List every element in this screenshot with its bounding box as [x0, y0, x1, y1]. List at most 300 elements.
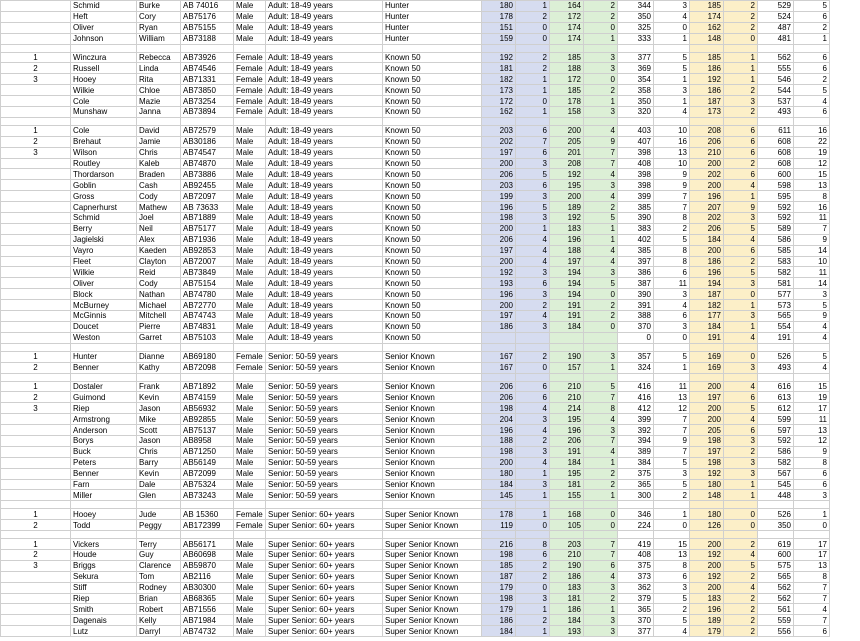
empty-cell[interactable] — [794, 531, 830, 539]
score-3-cell[interactable]: 187 — [690, 96, 724, 107]
score-3-cell[interactable]: 200 — [690, 403, 724, 414]
x-3-cell[interactable]: 5 — [724, 267, 758, 278]
member-id-cell[interactable]: AB72770 — [181, 300, 234, 311]
score-2-cell[interactable]: 184 — [550, 457, 584, 468]
x-2-cell[interactable]: 2 — [584, 202, 618, 213]
x-subtotal-cell[interactable]: 4 — [654, 11, 690, 22]
x-1-cell[interactable]: 4 — [516, 457, 550, 468]
x-subtotal-cell[interactable]: 7 — [654, 414, 690, 425]
total-cell[interactable]: 567 — [758, 468, 794, 479]
empty-cell[interactable] — [724, 501, 758, 509]
member-id-cell[interactable]: AB72097 — [181, 191, 234, 202]
empty-cell[interactable] — [794, 343, 830, 351]
member-id-cell[interactable]: AB75137 — [181, 425, 234, 436]
x-total-cell[interactable]: 9 — [794, 446, 830, 457]
age-class-cell[interactable]: Adult: 18-49 years — [266, 311, 383, 322]
rank-cell[interactable] — [1, 223, 71, 234]
score-1-cell[interactable]: 185 — [482, 560, 516, 571]
last-name-cell[interactable]: Hunter — [71, 351, 137, 362]
x-2-cell[interactable]: 2 — [584, 1, 618, 12]
score-2-cell[interactable]: 191 — [550, 300, 584, 311]
x-subtotal-cell[interactable]: 3 — [654, 321, 690, 332]
last-name-cell[interactable]: Block — [71, 289, 137, 300]
total-cell[interactable]: 565 — [758, 311, 794, 322]
x-2-cell[interactable]: 1 — [584, 223, 618, 234]
first-name-cell[interactable]: Linda — [137, 63, 181, 74]
division-cell[interactable]: Known 50 — [383, 74, 482, 85]
empty-cell[interactable] — [654, 117, 690, 125]
gender-cell[interactable]: Male — [234, 11, 266, 22]
x-total-cell[interactable]: 4 — [794, 604, 830, 615]
x-3-cell[interactable]: 4 — [724, 381, 758, 392]
x-3-cell[interactable]: 6 — [724, 136, 758, 147]
x-subtotal-cell[interactable]: 0 — [654, 332, 690, 343]
age-class-cell[interactable]: Adult: 18-49 years — [266, 321, 383, 332]
last-name-cell[interactable]: Cole — [71, 96, 137, 107]
gender-cell[interactable]: Male — [234, 234, 266, 245]
subtotal-cell[interactable]: 369 — [618, 63, 654, 74]
score-3-cell[interactable]: 192 — [690, 74, 724, 85]
total-cell[interactable]: 555 — [758, 63, 794, 74]
score-2-cell[interactable]: 197 — [550, 256, 584, 267]
total-cell[interactable]: 559 — [758, 615, 794, 626]
x-3-cell[interactable]: 1 — [724, 52, 758, 63]
age-class-cell[interactable]: Super Senior: 60+ years — [266, 593, 383, 604]
x-2-cell[interactable]: 4 — [584, 191, 618, 202]
score-3-cell[interactable]: 179 — [690, 626, 724, 637]
subtotal-cell[interactable]: 350 — [618, 11, 654, 22]
total-cell[interactable]: 545 — [758, 479, 794, 490]
x-1-cell[interactable]: 6 — [516, 549, 550, 560]
x-1-cell[interactable]: 4 — [516, 425, 550, 436]
score-1-cell[interactable]: 193 — [482, 278, 516, 289]
gender-cell[interactable]: Male — [234, 321, 266, 332]
total-cell[interactable]: 585 — [758, 245, 794, 256]
x-subtotal-cell[interactable]: 0 — [654, 520, 690, 531]
empty-cell[interactable] — [794, 373, 830, 381]
last-name-cell[interactable]: Peters — [71, 457, 137, 468]
x-total-cell[interactable]: 4 — [794, 96, 830, 107]
total-cell[interactable]: 592 — [758, 202, 794, 213]
x-3-cell[interactable]: 5 — [724, 403, 758, 414]
division-cell[interactable]: Super Senior Known — [383, 509, 482, 520]
x-2-cell[interactable]: 0 — [584, 509, 618, 520]
total-cell[interactable]: 526 — [758, 509, 794, 520]
score-1-cell[interactable]: 197 — [482, 311, 516, 322]
first-name-cell[interactable]: Pierre — [137, 321, 181, 332]
rank-cell[interactable]: 2 — [1, 520, 71, 531]
x-1-cell[interactable]: 0 — [516, 520, 550, 531]
score-3-cell[interactable]: 200 — [690, 560, 724, 571]
x-1-cell[interactable]: 0 — [516, 96, 550, 107]
last-name-cell[interactable]: Wilkie — [71, 85, 137, 96]
first-name-cell[interactable]: Guy — [137, 549, 181, 560]
score-1-cell[interactable]: 196 — [482, 425, 516, 436]
x-subtotal-cell[interactable]: 7 — [654, 191, 690, 202]
score-1-cell[interactable]: 119 — [482, 520, 516, 531]
x-subtotal-cell[interactable]: 5 — [654, 63, 690, 74]
total-cell[interactable]: 493 — [758, 107, 794, 118]
x-total-cell[interactable]: 1 — [794, 509, 830, 520]
x-total-cell[interactable]: 8 — [794, 571, 830, 582]
division-cell[interactable]: Known 50 — [383, 107, 482, 118]
gender-cell[interactable]: Male — [234, 1, 266, 12]
division-cell[interactable]: Senior Known — [383, 446, 482, 457]
gender-cell[interactable]: Male — [234, 425, 266, 436]
age-class-cell[interactable]: Adult: 18-49 years — [266, 158, 383, 169]
empty-cell[interactable] — [584, 501, 618, 509]
age-class-cell[interactable]: Super Senior: 60+ years — [266, 604, 383, 615]
x-1-cell[interactable]: 2 — [516, 11, 550, 22]
x-2-cell[interactable]: 7 — [584, 435, 618, 446]
division-cell[interactable]: Senior Known — [383, 425, 482, 436]
age-class-cell[interactable]: Adult: 18-49 years — [266, 332, 383, 343]
empty-cell[interactable] — [516, 343, 550, 351]
subtotal-cell[interactable]: 407 — [618, 136, 654, 147]
x-3-cell[interactable]: 5 — [724, 223, 758, 234]
member-id-cell[interactable]: AB74870 — [181, 158, 234, 169]
x-subtotal-cell[interactable]: 10 — [654, 158, 690, 169]
x-1-cell[interactable]: 3 — [516, 289, 550, 300]
empty-cell[interactable] — [758, 44, 794, 52]
x-total-cell[interactable]: 6 — [794, 11, 830, 22]
gender-cell[interactable]: Male — [234, 22, 266, 33]
score-2-cell[interactable]: 195 — [550, 468, 584, 479]
total-cell[interactable]: 595 — [758, 191, 794, 202]
score-2-cell[interactable]: 168 — [550, 509, 584, 520]
age-class-cell[interactable]: Adult: 18-49 years — [266, 11, 383, 22]
empty-cell[interactable] — [550, 531, 584, 539]
gender-cell[interactable]: Male — [234, 615, 266, 626]
empty-cell[interactable] — [516, 44, 550, 52]
score-3-cell[interactable]: 185 — [690, 1, 724, 12]
total-cell[interactable]: 592 — [758, 435, 794, 446]
x-total-cell[interactable]: 15 — [794, 381, 830, 392]
x-3-cell[interactable]: 3 — [724, 362, 758, 373]
gender-cell[interactable]: Male — [234, 539, 266, 550]
score-3-cell[interactable]: 182 — [690, 300, 724, 311]
rank-cell[interactable]: 1 — [1, 125, 71, 136]
first-name-cell[interactable]: Terry — [137, 539, 181, 550]
division-cell[interactable]: Known 50 — [383, 85, 482, 96]
score-1-cell[interactable]: 203 — [482, 125, 516, 136]
empty-cell[interactable] — [690, 501, 724, 509]
total-cell[interactable]: 577 — [758, 289, 794, 300]
member-id-cell[interactable]: AB72098 — [181, 362, 234, 373]
subtotal-cell[interactable]: 416 — [618, 392, 654, 403]
last-name-cell[interactable]: Lutz — [71, 626, 137, 637]
last-name-cell[interactable]: Gross — [71, 191, 137, 202]
x-subtotal-cell[interactable]: 4 — [654, 107, 690, 118]
score-2-cell[interactable]: 210 — [550, 549, 584, 560]
member-id-cell[interactable]: AB74732 — [181, 626, 234, 637]
subtotal-cell[interactable]: 403 — [618, 125, 654, 136]
x-2-cell[interactable]: 3 — [584, 425, 618, 436]
member-id-cell[interactable]: AB74547 — [181, 147, 234, 158]
x-total-cell[interactable]: 1 — [794, 33, 830, 44]
rank-cell[interactable] — [1, 479, 71, 490]
rank-cell[interactable]: 1 — [1, 52, 71, 63]
member-id-cell[interactable]: AB74780 — [181, 289, 234, 300]
first-name-cell[interactable]: Rebecca — [137, 52, 181, 63]
member-id-cell[interactable]: AB60698 — [181, 549, 234, 560]
x-1-cell[interactable]: 1 — [516, 107, 550, 118]
member-id-cell[interactable]: AB75176 — [181, 11, 234, 22]
empty-cell[interactable] — [137, 501, 181, 509]
last-name-cell[interactable]: Fleet — [71, 256, 137, 267]
score-3-cell[interactable]: 200 — [690, 381, 724, 392]
x-subtotal-cell[interactable]: 10 — [654, 125, 690, 136]
x-subtotal-cell[interactable]: 4 — [654, 300, 690, 311]
age-class-cell[interactable]: Senior: 50-59 years — [266, 490, 383, 501]
x-2-cell[interactable]: 1 — [584, 604, 618, 615]
x-subtotal-cell[interactable]: 6 — [654, 571, 690, 582]
x-subtotal-cell[interactable]: 3 — [654, 582, 690, 593]
x-1-cell[interactable]: 1 — [516, 1, 550, 12]
empty-cell[interactable] — [758, 117, 794, 125]
x-3-cell[interactable]: 1 — [724, 479, 758, 490]
score-3-cell[interactable]: 186 — [690, 256, 724, 267]
x-total-cell[interactable]: 22 — [794, 136, 830, 147]
x-3-cell[interactable]: 2 — [724, 604, 758, 615]
subtotal-cell[interactable]: 399 — [618, 191, 654, 202]
x-3-cell[interactable]: 2 — [724, 22, 758, 33]
empty-cell[interactable] — [584, 44, 618, 52]
age-class-cell[interactable]: Super Senior: 60+ years — [266, 582, 383, 593]
x-total-cell[interactable]: 13 — [794, 560, 830, 571]
last-name-cell[interactable]: Houde — [71, 549, 137, 560]
x-subtotal-cell[interactable]: 5 — [654, 234, 690, 245]
total-cell[interactable]: 599 — [758, 414, 794, 425]
empty-cell[interactable] — [1, 501, 71, 509]
rank-cell[interactable] — [1, 11, 71, 22]
x-1-cell[interactable]: 1 — [516, 85, 550, 96]
score-1-cell[interactable]: 187 — [482, 571, 516, 582]
total-cell[interactable]: 562 — [758, 52, 794, 63]
gender-cell[interactable]: Male — [234, 278, 266, 289]
empty-cell[interactable] — [181, 531, 234, 539]
x-total-cell[interactable]: 10 — [794, 256, 830, 267]
age-class-cell[interactable]: Adult: 18-49 years — [266, 33, 383, 44]
score-3-cell[interactable]: 183 — [690, 593, 724, 604]
gender-cell[interactable]: Male — [234, 125, 266, 136]
score-2-cell[interactable]: 186 — [550, 571, 584, 582]
subtotal-cell[interactable]: 365 — [618, 604, 654, 615]
gender-cell[interactable]: Male — [234, 202, 266, 213]
empty-cell[interactable] — [383, 501, 482, 509]
first-name-cell[interactable]: Brian — [137, 593, 181, 604]
x-1-cell[interactable]: 4 — [516, 256, 550, 267]
division-cell[interactable]: Super Senior Known — [383, 582, 482, 593]
gender-cell[interactable]: Male — [234, 468, 266, 479]
score-2-cell[interactable]: 196 — [550, 234, 584, 245]
total-cell[interactable]: 562 — [758, 582, 794, 593]
score-3-cell[interactable]: 126 — [690, 520, 724, 531]
x-1-cell[interactable]: 4 — [516, 245, 550, 256]
empty-cell[interactable] — [690, 373, 724, 381]
score-1-cell[interactable]: 159 — [482, 33, 516, 44]
age-class-cell[interactable]: Super Senior: 60+ years — [266, 626, 383, 637]
rank-cell[interactable]: 1 — [1, 381, 71, 392]
x-2-cell[interactable] — [584, 332, 618, 343]
first-name-cell[interactable]: Alex — [137, 234, 181, 245]
rank-cell[interactable] — [1, 425, 71, 436]
score-3-cell[interactable]: 208 — [690, 125, 724, 136]
division-cell[interactable]: Senior Known — [383, 351, 482, 362]
first-name-cell[interactable]: Darryl — [137, 626, 181, 637]
last-name-cell[interactable]: Briggs — [71, 560, 137, 571]
x-subtotal-cell[interactable]: 7 — [654, 425, 690, 436]
x-total-cell[interactable]: 17 — [794, 549, 830, 560]
x-1-cell[interactable]: 0 — [516, 22, 550, 33]
age-class-cell[interactable]: Adult: 18-49 years — [266, 245, 383, 256]
last-name-cell[interactable]: Heft — [71, 11, 137, 22]
score-2-cell[interactable]: 184 — [550, 321, 584, 332]
member-id-cell[interactable]: AB 73633 — [181, 202, 234, 213]
x-total-cell[interactable]: 3 — [794, 490, 830, 501]
first-name-cell[interactable]: Clarence — [137, 560, 181, 571]
division-cell[interactable]: Known 50 — [383, 169, 482, 180]
empty-cell[interactable] — [482, 343, 516, 351]
x-2-cell[interactable]: 2 — [584, 85, 618, 96]
score-1-cell[interactable]: 182 — [482, 74, 516, 85]
division-cell[interactable]: Senior Known — [383, 414, 482, 425]
score-1-cell[interactable]: 179 — [482, 604, 516, 615]
rank-cell[interactable] — [1, 234, 71, 245]
total-cell[interactable]: 613 — [758, 392, 794, 403]
x-3-cell[interactable]: 2 — [724, 446, 758, 457]
last-name-cell[interactable]: Borys — [71, 435, 137, 446]
division-cell[interactable]: Senior Known — [383, 435, 482, 446]
empty-cell[interactable] — [758, 501, 794, 509]
score-2-cell[interactable]: 172 — [550, 74, 584, 85]
member-id-cell[interactable]: AB71556 — [181, 604, 234, 615]
gender-cell[interactable]: Male — [234, 311, 266, 322]
gender-cell[interactable]: Male — [234, 414, 266, 425]
subtotal-cell[interactable]: 324 — [618, 362, 654, 373]
empty-cell[interactable] — [550, 117, 584, 125]
rank-cell[interactable] — [1, 33, 71, 44]
x-total-cell[interactable]: 5 — [794, 300, 830, 311]
empty-cell[interactable] — [618, 117, 654, 125]
x-2-cell[interactable]: 3 — [584, 107, 618, 118]
division-cell[interactable]: Super Senior Known — [383, 520, 482, 531]
x-1-cell[interactable]: 3 — [516, 191, 550, 202]
empty-cell[interactable] — [71, 343, 137, 351]
age-class-cell[interactable]: Senior: 50-59 years — [266, 435, 383, 446]
first-name-cell[interactable]: Mazie — [137, 96, 181, 107]
division-cell[interactable]: Super Senior Known — [383, 604, 482, 615]
first-name-cell[interactable]: Dianne — [137, 351, 181, 362]
gender-cell[interactable]: Male — [234, 626, 266, 637]
division-cell[interactable]: Senior Known — [383, 392, 482, 403]
x-2-cell[interactable]: 6 — [584, 560, 618, 571]
empty-cell[interactable] — [618, 44, 654, 52]
x-total-cell[interactable]: 6 — [794, 52, 830, 63]
last-name-cell[interactable]: Anderson — [71, 425, 137, 436]
first-name-cell[interactable]: Chris — [137, 147, 181, 158]
rank-cell[interactable] — [1, 256, 71, 267]
score-1-cell[interactable]: 192 — [482, 267, 516, 278]
score-1-cell[interactable]: 173 — [482, 85, 516, 96]
rank-cell[interactable] — [1, 300, 71, 311]
score-2-cell[interactable]: 181 — [550, 593, 584, 604]
division-cell[interactable]: Super Senior Known — [383, 539, 482, 550]
gender-cell[interactable]: Female — [234, 107, 266, 118]
age-class-cell[interactable]: Senior: 50-59 years — [266, 403, 383, 414]
subtotal-cell[interactable]: 0 — [618, 332, 654, 343]
x-2-cell[interactable]: 3 — [584, 267, 618, 278]
x-1-cell[interactable]: 6 — [516, 381, 550, 392]
age-class-cell[interactable]: Senior: 50-59 years — [266, 457, 383, 468]
score-1-cell[interactable]: 167 — [482, 362, 516, 373]
x-1-cell[interactable]: 2 — [516, 52, 550, 63]
x-2-cell[interactable]: 2 — [584, 11, 618, 22]
gender-cell[interactable]: Male — [234, 300, 266, 311]
gender-cell[interactable]: Male — [234, 256, 266, 267]
score-3-cell[interactable]: 180 — [690, 479, 724, 490]
empty-cell[interactable] — [137, 44, 181, 52]
x-total-cell[interactable]: 16 — [794, 125, 830, 136]
total-cell[interactable]: 581 — [758, 278, 794, 289]
division-cell[interactable]: Known 50 — [383, 125, 482, 136]
x-3-cell[interactable]: 6 — [724, 169, 758, 180]
x-subtotal-cell[interactable]: 3 — [654, 468, 690, 479]
rank-cell[interactable] — [1, 202, 71, 213]
score-2-cell[interactable]: 193 — [550, 626, 584, 637]
x-total-cell[interactable]: 13 — [794, 425, 830, 436]
score-2-cell[interactable]: 210 — [550, 381, 584, 392]
empty-cell[interactable] — [584, 531, 618, 539]
rank-cell[interactable] — [1, 626, 71, 637]
x-subtotal-cell[interactable]: 5 — [654, 593, 690, 604]
member-id-cell[interactable]: AB75103 — [181, 332, 234, 343]
empty-cell[interactable] — [181, 501, 234, 509]
score-3-cell[interactable]: 200 — [690, 539, 724, 550]
x-2-cell[interactable]: 1 — [584, 96, 618, 107]
x-2-cell[interactable]: 3 — [584, 582, 618, 593]
x-2-cell[interactable]: 7 — [584, 158, 618, 169]
x-3-cell[interactable]: 2 — [724, 1, 758, 12]
x-total-cell[interactable]: 5 — [794, 85, 830, 96]
x-total-cell[interactable]: 6 — [794, 107, 830, 118]
rank-cell[interactable] — [1, 289, 71, 300]
subtotal-cell[interactable]: 224 — [618, 520, 654, 531]
last-name-cell[interactable]: Schmid — [71, 1, 137, 12]
empty-cell[interactable] — [383, 343, 482, 351]
x-total-cell[interactable]: 5 — [794, 351, 830, 362]
x-1-cell[interactable]: 2 — [516, 571, 550, 582]
x-2-cell[interactable]: 4 — [584, 446, 618, 457]
subtotal-cell[interactable]: 392 — [618, 425, 654, 436]
rank-cell[interactable] — [1, 96, 71, 107]
subtotal-cell[interactable]: 386 — [618, 267, 654, 278]
subtotal-cell[interactable]: 383 — [618, 223, 654, 234]
member-id-cell[interactable]: AB72099 — [181, 468, 234, 479]
division-cell[interactable]: Known 50 — [383, 256, 482, 267]
last-name-cell[interactable]: Jagielski — [71, 234, 137, 245]
first-name-cell[interactable]: Kaleb — [137, 158, 181, 169]
x-1-cell[interactable]: 3 — [516, 446, 550, 457]
first-name-cell[interactable]: William — [137, 33, 181, 44]
x-1-cell[interactable]: 6 — [516, 125, 550, 136]
empty-cell[interactable] — [181, 343, 234, 351]
x-subtotal-cell[interactable]: 1 — [654, 33, 690, 44]
x-2-cell[interactable]: 4 — [584, 125, 618, 136]
x-subtotal-cell[interactable]: 5 — [654, 52, 690, 63]
empty-cell[interactable] — [1, 373, 71, 381]
score-1-cell[interactable]: 206 — [482, 381, 516, 392]
